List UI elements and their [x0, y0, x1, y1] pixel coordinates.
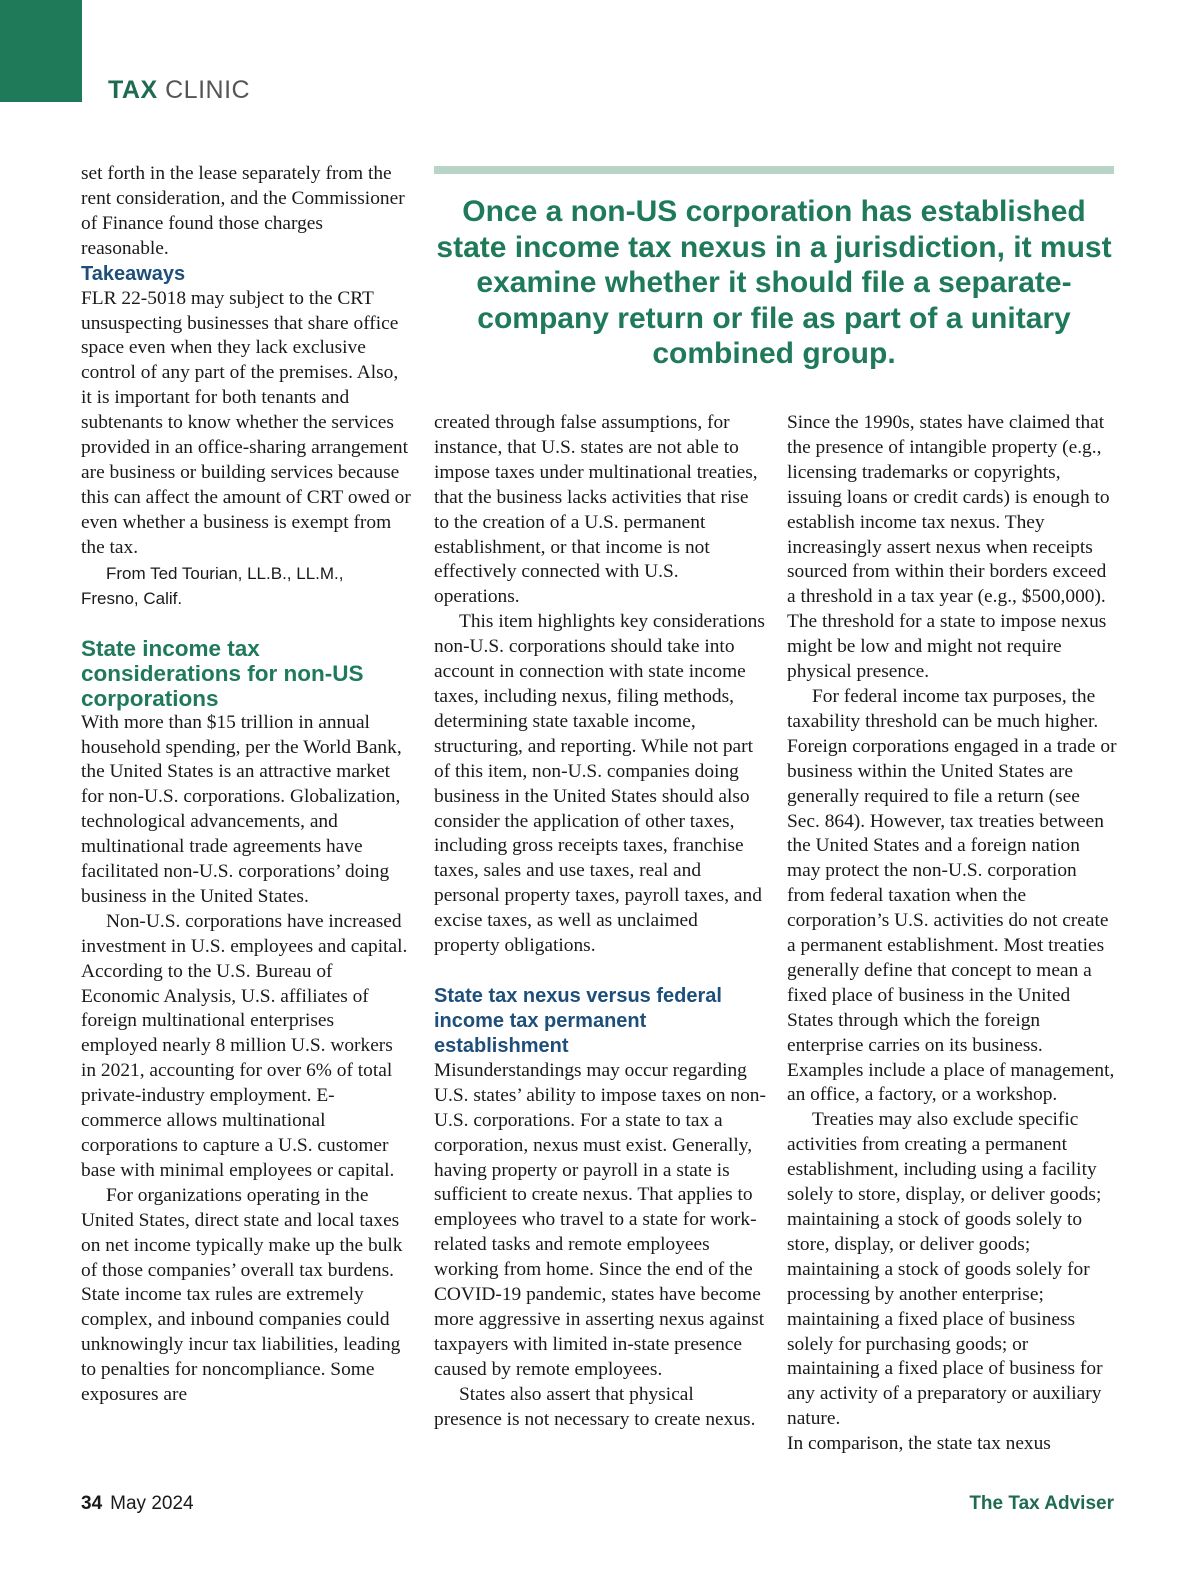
takeaways-heading: Takeaways — [81, 262, 186, 285]
paragraph: States also assert that physical presence is not necessary to create nexus. — [434, 1383, 756, 1430]
paragraph: FLR 22-5018 may subject to the CRT unsuspecting businesses that share office space even when they lack exclusive control of any part of the premises. Also, it is important for both tenants and subtenants to know whether the services provided in an office-sharing arrangement are business or building services because this can affect the amount of CRT owed or even whether a business is exempt from the tax. — [81, 287, 411, 558]
paragraph: With more than $15 trillion in annual household spending, per the World Bank, the United States is an attractive market for non-U.S. corporations. Globalization, technological advancements, and multinational trade agreements have facilitated non-U.S. corporations’ doing business in the United States. — [81, 711, 402, 907]
publication-name: The Tax Adviser — [969, 1493, 1114, 1514]
section-label-rest: CLINIC — [165, 76, 251, 104]
section-label — [108, 76, 250, 105]
paragraph: For organizations operating in the United States, direct state and local taxes on net income typically make up the bulk of those companies’ overall tax burdens. State income tax rules are extremely complex, and inbound companies could unknowingly incur tax liabilities, leading to penalties for noncompliance. Some exposures are — [81, 1184, 403, 1406]
section-label-bold: TAX — [108, 76, 158, 104]
byline-location: Fresno, Calif. — [81, 588, 183, 608]
paragraph: created through false assumptions, for instance, that U.S. states are not able to impose taxes under multinational treaties, that the business lacks activities that rise to the creation of a U.S. permanent establishment, or that income is not effectively connected with U.S. operations. — [434, 412, 758, 608]
nexus-heading: State tax nexus versus federal income tax permanent establishment — [434, 984, 722, 1057]
paragraph: set forth in the lease separately from the rent consideration, and the Commissioner of Finance found those charges reasonable. — [81, 163, 405, 259]
article-heading: State income tax considerations for non-US corporations — [81, 635, 364, 711]
paragraph: Misunderstandings may occur regarding U.S. states’ ability to impose taxes on non-U.S. corporations. For a state to tax a corporation, nexus must exist. Generally, having property or payroll in a state is sufficient to create nexus. That applies to employees who travel to a state for work-related tasks and remote employees working from home. Since the end of the COVID-19 pandemic, states have become more aggressive in asserting nexus against taxpayers with limited in-state presence caused by remote employees. — [434, 1059, 766, 1380]
paragraph: For federal income tax purposes, the taxability threshold can be much higher. Foreign corporations engaged in a trade or business within the United States are generally required to file a return (see Sec. 864). However, tax treaties between the United States and a foreign nation may protect the non-U.S. corporation from federal taxation when the corporation’s U.S. activities do not create a permanent establishment. Most treaties generally define that concept to mean a fixed place of business in the United States through which the foreign enterprise carries on its business. Examples include a place of management, an office, a factory, or a workshop. — [787, 685, 1117, 1106]
paragraph: Since the 1990s, states have claimed that the presence of intangible property (e.g., licensing trademarks or copyrights, issuing loans or credit cards) is enough to establish income tax nexus. They increasingly assert nexus when receipts sourced from within their borders exceed a threshold in a tax year (e.g., $500,000). The threshold for a state to impose nexus might be low and might not require physical presence. — [787, 412, 1110, 683]
page-number: 34 — [81, 1493, 103, 1514]
footer-page-info — [81, 1493, 194, 1515]
column-2 — [434, 411, 766, 1433]
header-color-tab — [0, 0, 82, 102]
issue-date: May 2024 — [110, 1493, 194, 1514]
pull-quote: Once a non-US corporation has established state income tax nexus in a jurisdiction, it must examine whether it should file a separate-company return or file as part of a unitary combined group. — [436, 195, 1112, 370]
column-1 — [81, 162, 411, 1408]
paragraph: In comparison, the state tax nexus — [787, 1433, 1051, 1455]
column-3 — [787, 411, 1117, 1457]
paragraph: Treaties may also exclude specific activities from creating a permanent establishment, including using a facility solely to store, display, or deliver goods; maintaining a stock of goods solely to store, display, or deliver goods; maintaining a stock of goods solely for processing by another enterprise; maintaining a fixed place of business solely for purchasing goods; or maintaining a fixed place of business for any activity of a preparatory or auxiliary nature. — [787, 1109, 1103, 1430]
pull-quote-rule — [434, 166, 1114, 174]
paragraph: This item highlights key considerations non-U.S. corporations should take into account in connection with state income taxes, including nexus, filing methods, determining state taxable income, structuring, and reporting. While not part of this item, non-U.S. companies doing business in the United States should also consider the application of other taxes, including gross receipts taxes, franchise taxes, sales and use taxes, real and personal property taxes, payroll taxes, and excise taxes, as well as unclaimed property obligations. — [434, 611, 765, 957]
paragraph: Non-U.S. corporations have increased investment in U.S. employees and capital. According to the U.S. Bureau of Economic Analysis, U.S. affiliates of foreign multinational enterprises employed nearly 8 million U.S. workers in 2021, accounting for over 6% of total private-industry employment. E-commerce allows multinational corporations to capture a U.S. customer base with minimal employees or capital. — [81, 910, 408, 1181]
byline-author: From Ted Tourian, LL.B., LL.M., — [106, 563, 344, 583]
